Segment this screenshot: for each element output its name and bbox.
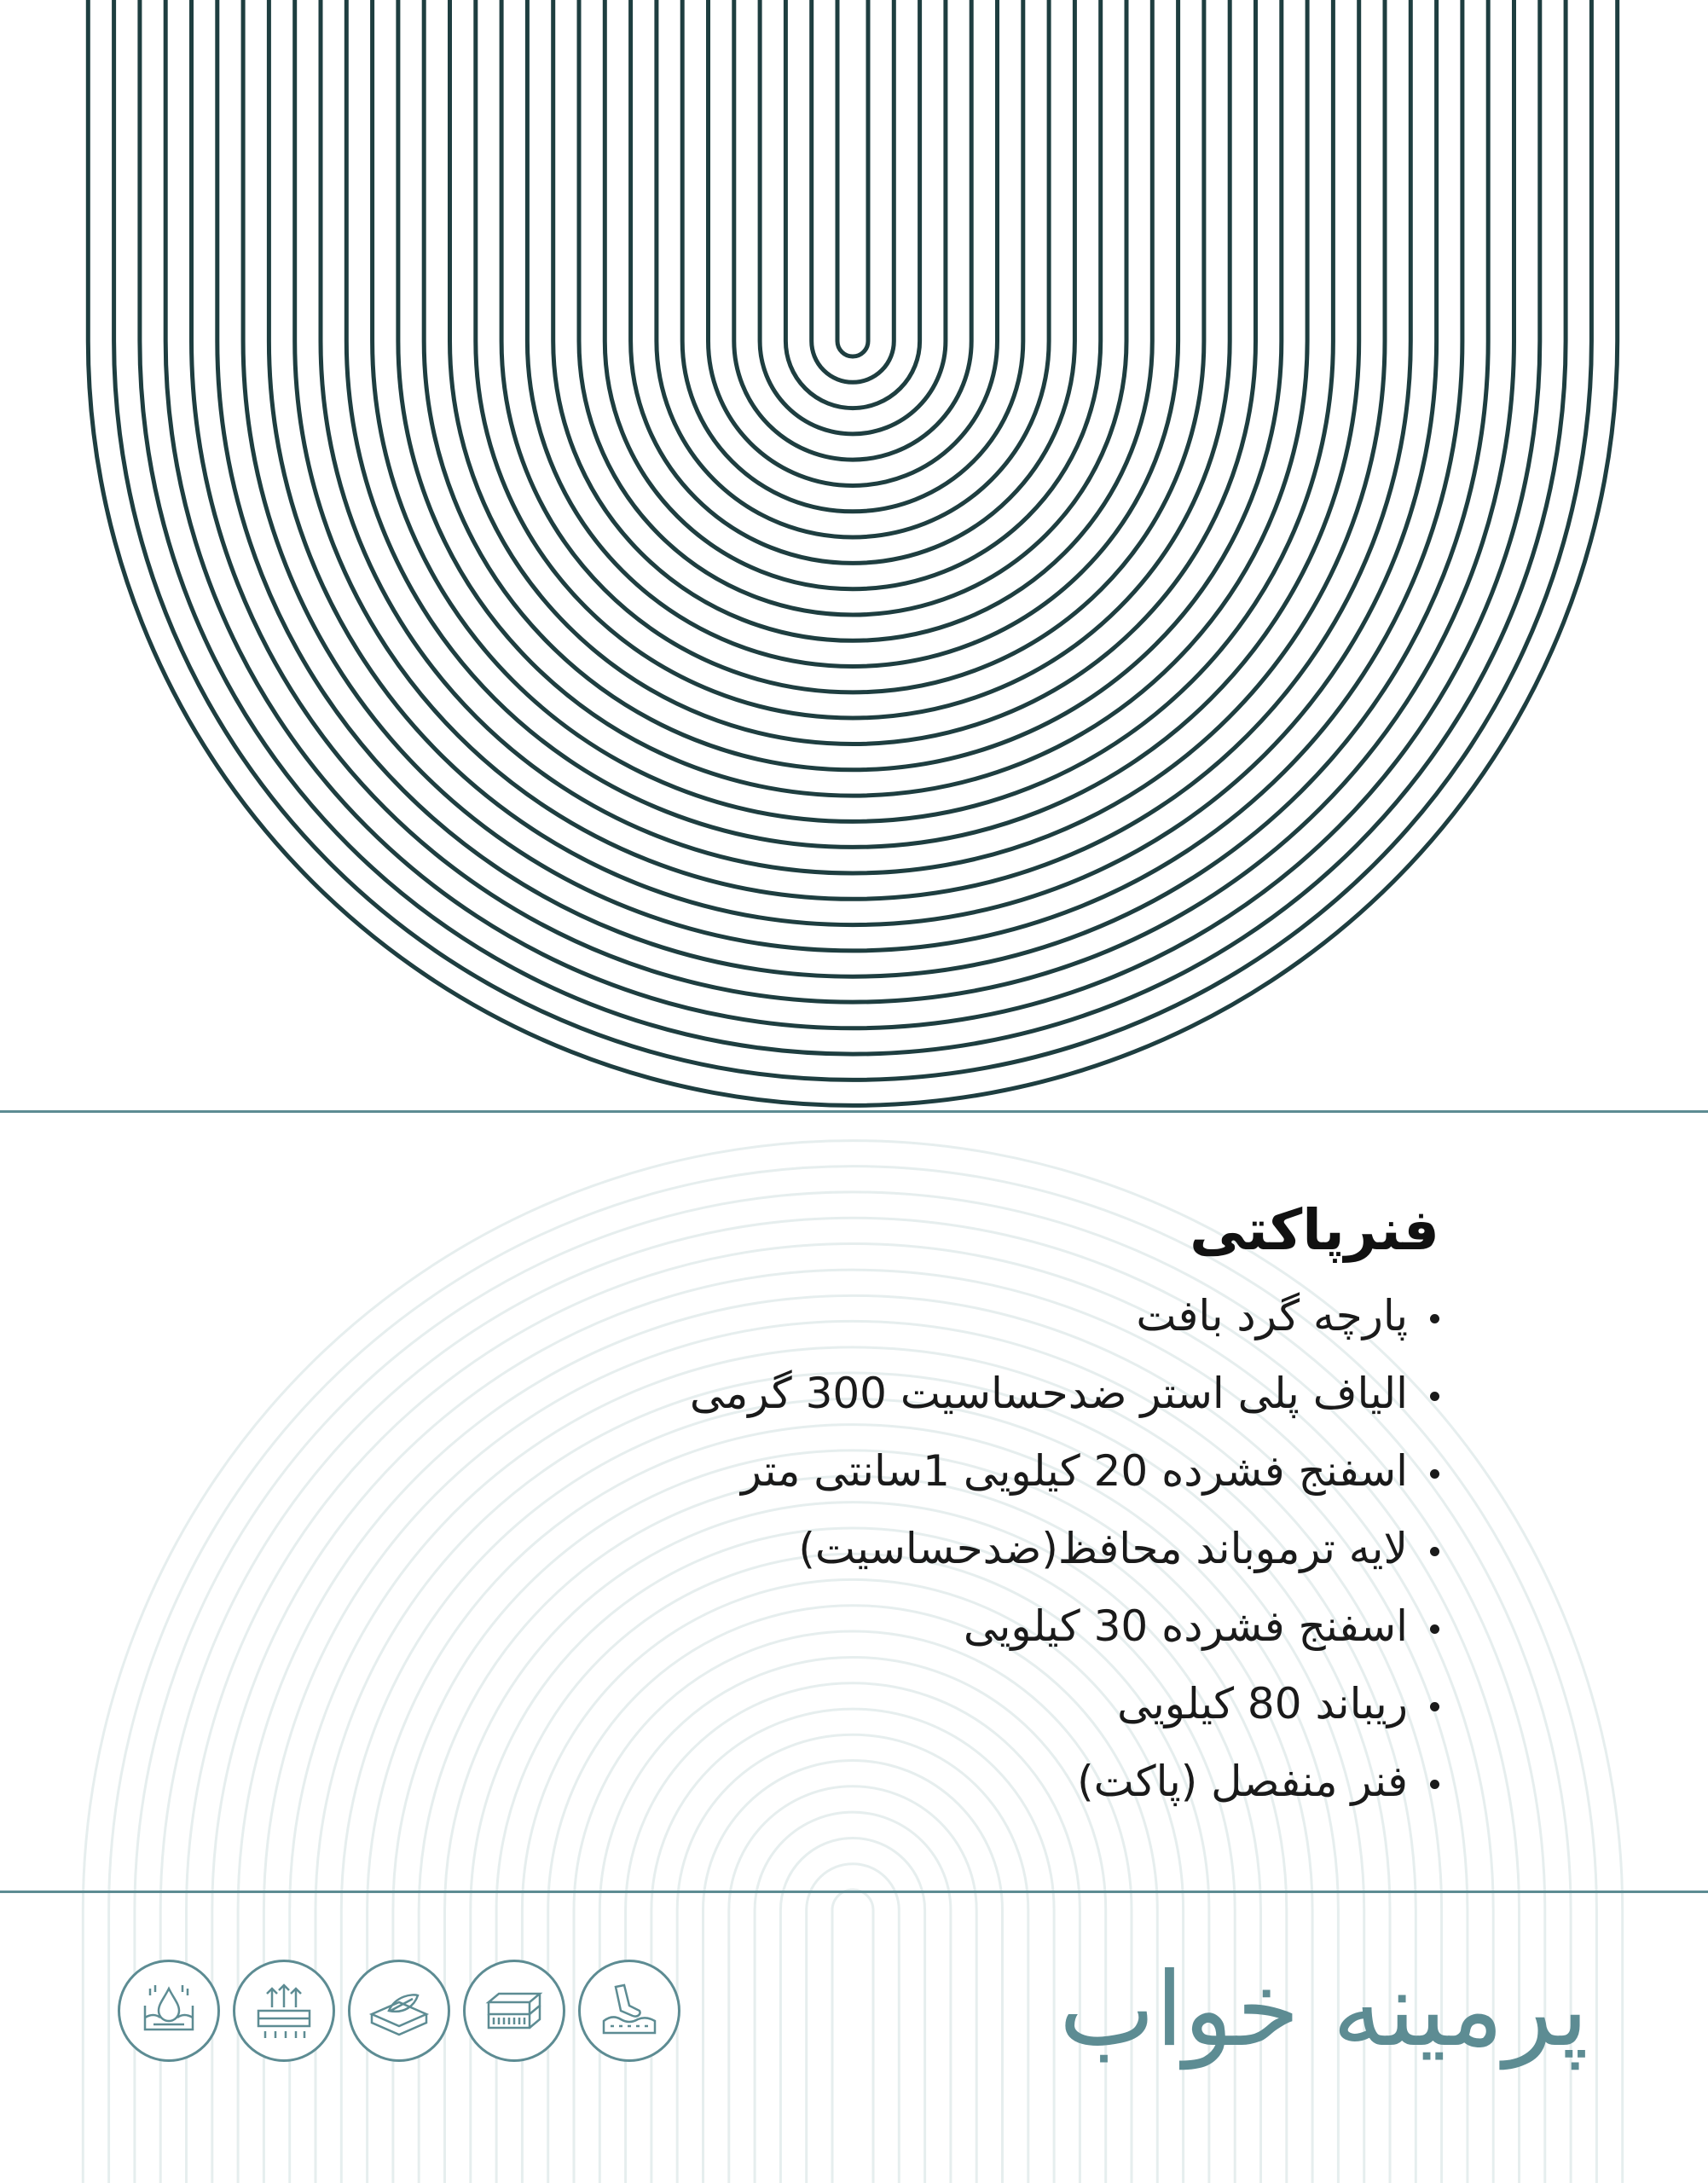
mattress-spec-block — [331, 1190, 1439, 1821]
bullet — [1430, 1392, 1439, 1401]
spec-item: فنر منفصل (پاکت) — [331, 1743, 1439, 1821]
bg-arch-line — [807, 1864, 900, 2183]
spec-item: لایه ترموباند محافظ(ضدحساسیت) — [331, 1510, 1439, 1588]
bullet — [1430, 1780, 1439, 1789]
hand-pressing-foam-icon — [578, 1960, 680, 2062]
bg-arch-line — [703, 1761, 1003, 2183]
product-title: فنرپاکتی — [1190, 1197, 1439, 1263]
top-divider — [0, 1110, 1708, 1113]
bullet — [1430, 1314, 1439, 1323]
bullet — [1430, 1702, 1439, 1711]
water-resistant-icon — [118, 1960, 220, 2062]
bg-arch-line — [755, 1812, 951, 2183]
bottom-divider — [0, 1891, 1708, 1893]
feature-icons-row — [118, 1960, 680, 2062]
spec-item: اسفنج فشرده 30 کیلویی — [331, 1588, 1439, 1665]
spec-item: اسفنج فشرده 20 کیلویی 1سانتی متر — [331, 1433, 1439, 1510]
mattress-springs-icon — [463, 1960, 565, 2062]
breathable-air-flow-icon — [233, 1960, 335, 2062]
spec-list — [331, 1277, 1439, 1821]
bg-arch-line — [729, 1786, 976, 2183]
bullet — [1430, 1469, 1439, 1479]
brand-logotype: پرمینه خواب — [1058, 1951, 1589, 2070]
leaf-on-mattress-icon — [348, 1960, 450, 2062]
spec-item: ریباند 80 کیلویی — [331, 1665, 1439, 1743]
spec-item: پارچه گرد بافت — [331, 1277, 1439, 1355]
bullet — [1430, 1547, 1439, 1556]
bg-arch-line — [832, 1890, 873, 2183]
spec-item: الیاف پلی استر ضدحساسیت 300 گرمی — [331, 1355, 1439, 1433]
bullet — [1430, 1624, 1439, 1634]
